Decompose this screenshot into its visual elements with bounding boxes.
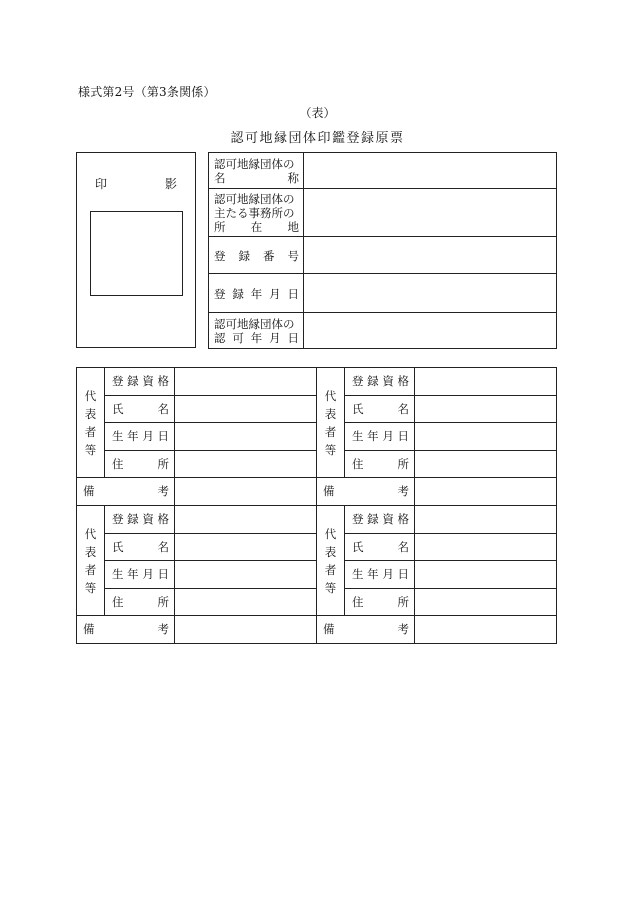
label-name [345,395,415,423]
label-char: 等 [324,442,337,457]
label-registration-number [209,237,304,274]
label-char: 代 [324,526,337,541]
label-char: 名 [397,539,409,554]
label-char: 代 [84,526,97,541]
label-char: 格 [397,512,409,527]
label-char: 月 [142,429,154,444]
label-char: 資 [382,374,394,389]
label-line: 認可地縁団体の [214,192,295,206]
label-registration-qualification [105,506,175,534]
label-char: 名 [397,401,409,416]
label-registration-date [209,274,304,313]
seal-impression-box [76,152,196,348]
label-char: 月 [142,567,154,582]
label-char: 住 [352,456,364,471]
label-remarks [317,616,415,644]
form-title: 認可地縁団体印鑑登録原票 [230,131,405,146]
value-registration-qualification[interactable] [415,506,557,534]
label-char: 日 [157,567,169,582]
label-address [105,588,175,616]
label-address [105,450,175,478]
value-address[interactable] [415,588,557,616]
representative-table [76,505,317,644]
label-line: 主たる事務所の [214,206,295,220]
value-remarks[interactable] [175,478,317,506]
label-char: 生 [352,567,364,582]
value-registration-date[interactable] [304,274,557,313]
value-registration-qualification[interactable] [415,368,557,396]
seal-square[interactable] [90,211,183,296]
label-line: 認可地縁団体の [214,317,295,331]
label-char: 等 [84,580,97,595]
value-address[interactable] [175,450,317,478]
label-line: 認可地縁団体の [214,157,295,171]
label-char: 代 [84,388,97,403]
label-registration-qualification [345,506,415,534]
label-char: 日 [157,429,169,444]
label-char: 氏 [112,539,124,554]
label-registration-qualification [345,368,415,396]
label-char: 録 [238,248,250,263]
label-char: 録 [367,512,379,527]
value-name[interactable] [175,395,317,423]
label-char: 録 [127,512,139,527]
label-birth-date [345,423,415,451]
label-char: 所 [157,456,169,471]
label-address [345,450,415,478]
label-char: 氏 [112,401,124,416]
seal-caption [95,175,177,192]
side-label: （表） [299,106,336,120]
label-char: 考 [397,484,409,499]
label-char: 録 [232,286,244,301]
label-char: 番 [263,248,275,263]
label-char: 年 [127,567,139,582]
label-char: 備 [83,484,95,499]
representative-vertical-label [317,368,345,478]
label-char: 月 [269,331,281,345]
label-char: 資 [142,374,154,389]
label-char: 住 [112,594,124,609]
label-char: 生 [112,429,124,444]
label-char: 称 [287,171,299,185]
value-registration-qualification[interactable] [175,506,317,534]
label-char: 在 [250,220,263,234]
label-char: 所 [397,594,409,609]
representative-vertical-label [77,368,105,478]
value-remarks[interactable] [415,478,557,506]
value-address[interactable] [175,588,317,616]
label-address [345,588,415,616]
label-char: 所 [214,220,226,234]
label-char: 年 [127,429,139,444]
seal-caption-left: 印 [95,177,108,191]
label-char: 録 [367,374,379,389]
label-char: 住 [112,456,124,471]
representative-table [316,505,557,644]
label-char: 年 [250,331,263,345]
value-name[interactable] [415,395,557,423]
label-char: 登 [352,512,364,527]
label-char: 氏 [352,539,364,554]
label-char: 考 [157,622,169,637]
label-name [345,533,415,561]
label-birth-date [105,561,175,589]
label-birth-date [105,423,175,451]
label-char: 認 [214,331,226,345]
value-registration-number[interactable] [304,237,557,274]
value-approval-date[interactable] [304,313,557,349]
value-birth-date[interactable] [175,423,317,451]
label-name [105,533,175,561]
label-char: 表 [84,544,97,559]
label-char: 所 [157,594,169,609]
value-registration-qualification[interactable] [175,368,317,396]
label-group-name [209,153,304,189]
label-remarks [317,478,415,506]
label-birth-date [345,561,415,589]
label-char: 登 [112,374,124,389]
registration-info-table [208,152,557,349]
label-approval-date [209,313,304,349]
value-birth-date[interactable] [415,561,557,589]
label-char: 考 [397,622,409,637]
value-name[interactable] [415,533,557,561]
seal-caption-right: 影 [164,177,177,191]
value-birth-date[interactable] [175,561,317,589]
label-char: 年 [367,429,379,444]
representative-vertical-label [77,506,105,616]
label-remarks [77,478,175,506]
label-char: 備 [323,622,335,637]
label-char: 登 [214,248,226,263]
label-char: 号 [287,248,299,263]
label-char: 日 [287,286,299,301]
value-remarks[interactable] [415,616,557,644]
label-char: 登 [214,286,226,301]
label-char: 等 [324,580,337,595]
label-char: 表 [324,544,337,559]
representative-table [316,367,557,506]
label-char: 月 [269,286,281,301]
label-char: 格 [397,374,409,389]
label-char: 月 [382,429,394,444]
label-char: 所 [397,456,409,471]
label-char: 備 [323,484,335,499]
label-char: 名 [214,171,226,185]
form-number: 様式第2号（第3条関係） [78,85,216,99]
label-registration-qualification [105,368,175,396]
label-char: 資 [382,512,394,527]
value-remarks[interactable] [175,616,317,644]
label-char: 日 [397,567,409,582]
representative-table [76,367,317,506]
label-char: 表 [84,406,97,421]
label-char: 表 [324,406,337,421]
representative-vertical-label [317,506,345,616]
label-char: 登 [352,374,364,389]
label-char: 地 [287,220,299,234]
label-office-location [209,189,304,237]
label-char: 日 [287,331,299,345]
label-char: 氏 [352,401,364,416]
value-birth-date[interactable] [415,423,557,451]
label-char: 者 [84,562,97,577]
value-group-name[interactable] [304,153,557,189]
label-char: 者 [324,562,337,577]
value-office-location[interactable] [304,189,557,237]
label-char: 日 [397,429,409,444]
label-char: 生 [112,567,124,582]
label-name [105,395,175,423]
label-char: 者 [324,424,337,439]
label-char: 名 [157,401,169,416]
label-char: 生 [352,429,364,444]
label-char: 備 [83,622,95,637]
value-name[interactable] [175,533,317,561]
label-char: 登 [112,512,124,527]
label-char: 者 [84,424,97,439]
label-char: 年 [367,567,379,582]
label-char: 格 [157,374,169,389]
value-address[interactable] [415,450,557,478]
label-char: 月 [382,567,394,582]
label-char: 住 [352,594,364,609]
label-char: 年 [250,286,263,301]
label-char: 録 [127,374,139,389]
label-char: 名 [157,539,169,554]
label-remarks [77,616,175,644]
label-char: 代 [324,388,337,403]
label-char: 格 [157,512,169,527]
label-char: 可 [232,331,244,345]
label-char: 資 [142,512,154,527]
label-char: 考 [157,484,169,499]
label-char: 等 [84,442,97,457]
